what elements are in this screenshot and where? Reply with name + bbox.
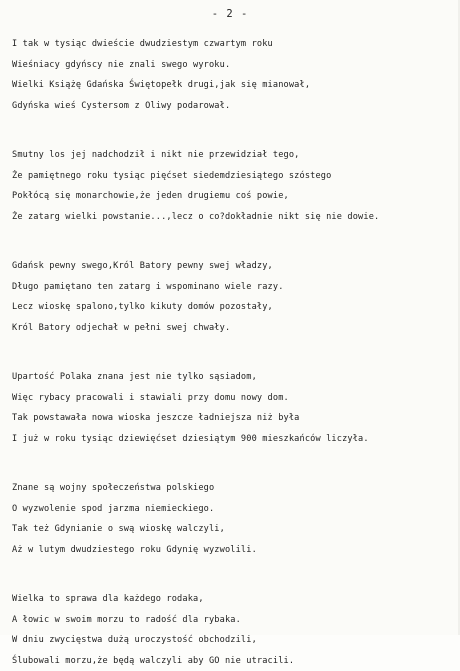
poem-line: Upartość Polaka znana jest nie tylko sąsiadom, — [12, 367, 458, 388]
poem-line: Smutny los jej nadchodził i nikt nie przewidział tego, — [12, 145, 458, 166]
poem-line: Tak powstawała nowa wioska jeszcze ładniejsza niż była — [12, 408, 458, 429]
poem-line: Wielka to sprawa dla każdego rodaka, — [12, 589, 458, 610]
poem-line: Gdyńska wieś Cystersom z Oliwy podarował. — [12, 96, 458, 117]
poem-line: Gdańsk pewny swego,Król Batory pewny swej władzy, — [12, 256, 458, 277]
poem-line: I tak w tysiąc dwieście dwudziestym czwartym roku — [12, 34, 458, 55]
poem-line: I już w roku tysiąc dziewięćset dziesiątym 900 mieszkańców liczyła. — [12, 429, 458, 450]
stanza-2 — [12, 145, 458, 227]
poem-line: Król Batory odjechał w pełni swej chwały. — [12, 318, 458, 339]
poem-line: Pokłócą się monarchowie,że jeden drugiemu coś powie, — [12, 186, 458, 207]
poem-line: Więc rybacy pracowali i stawiali przy domu nowy dom. — [12, 388, 458, 409]
stanza-5 — [12, 478, 458, 560]
poem-line: Wieśniacy gdyńscy nie znali swego wyroku. — [12, 55, 458, 76]
poem-line: Ślubowali morzu,że będą walczyli aby GO nie utracili. — [12, 651, 458, 671]
poem-line: Znane są wojny społeczeństwa polskiego — [12, 478, 458, 499]
poem-line: Że zatarg wielki powstanie...,lecz o co?dokładnie nikt się nie dowie. — [12, 207, 458, 228]
poem-line: O wyzwolenie spod jarzma niemieckiego. — [12, 499, 458, 520]
stanza-1 — [12, 34, 458, 116]
stanza-3 — [12, 256, 458, 338]
poem-line: Że pamiętnego roku tysiąc pięćset siedemdziesiątego szóstego — [12, 166, 458, 187]
poem-line: Aż w lutym dwudziestego roku Gdynię wyzwolili. — [12, 540, 458, 561]
poem-line: W dniu zwycięstwa dużą uroczystość obchodzili, — [12, 630, 458, 651]
poem-line: Długo pamiętano ten zatarg i wspominano wiele razy. — [12, 277, 458, 298]
stanza-4 — [12, 367, 458, 449]
poem-line: Wielki Książę Gdańska Świętopełk drugi,jak się mianował, — [12, 75, 458, 96]
page-number: - 2 - — [0, 8, 460, 20]
stanza-6 — [12, 589, 458, 671]
poem — [12, 34, 458, 671]
poem-line: Lecz wioskę spalono,tylko kikuty domów pozostały, — [12, 297, 458, 318]
poem-line: Tak też Gdynianie o swą wioskę walczyli, — [12, 519, 458, 540]
poem-line: A łowic w swoim morzu to radość dla rybaka. — [12, 610, 458, 631]
